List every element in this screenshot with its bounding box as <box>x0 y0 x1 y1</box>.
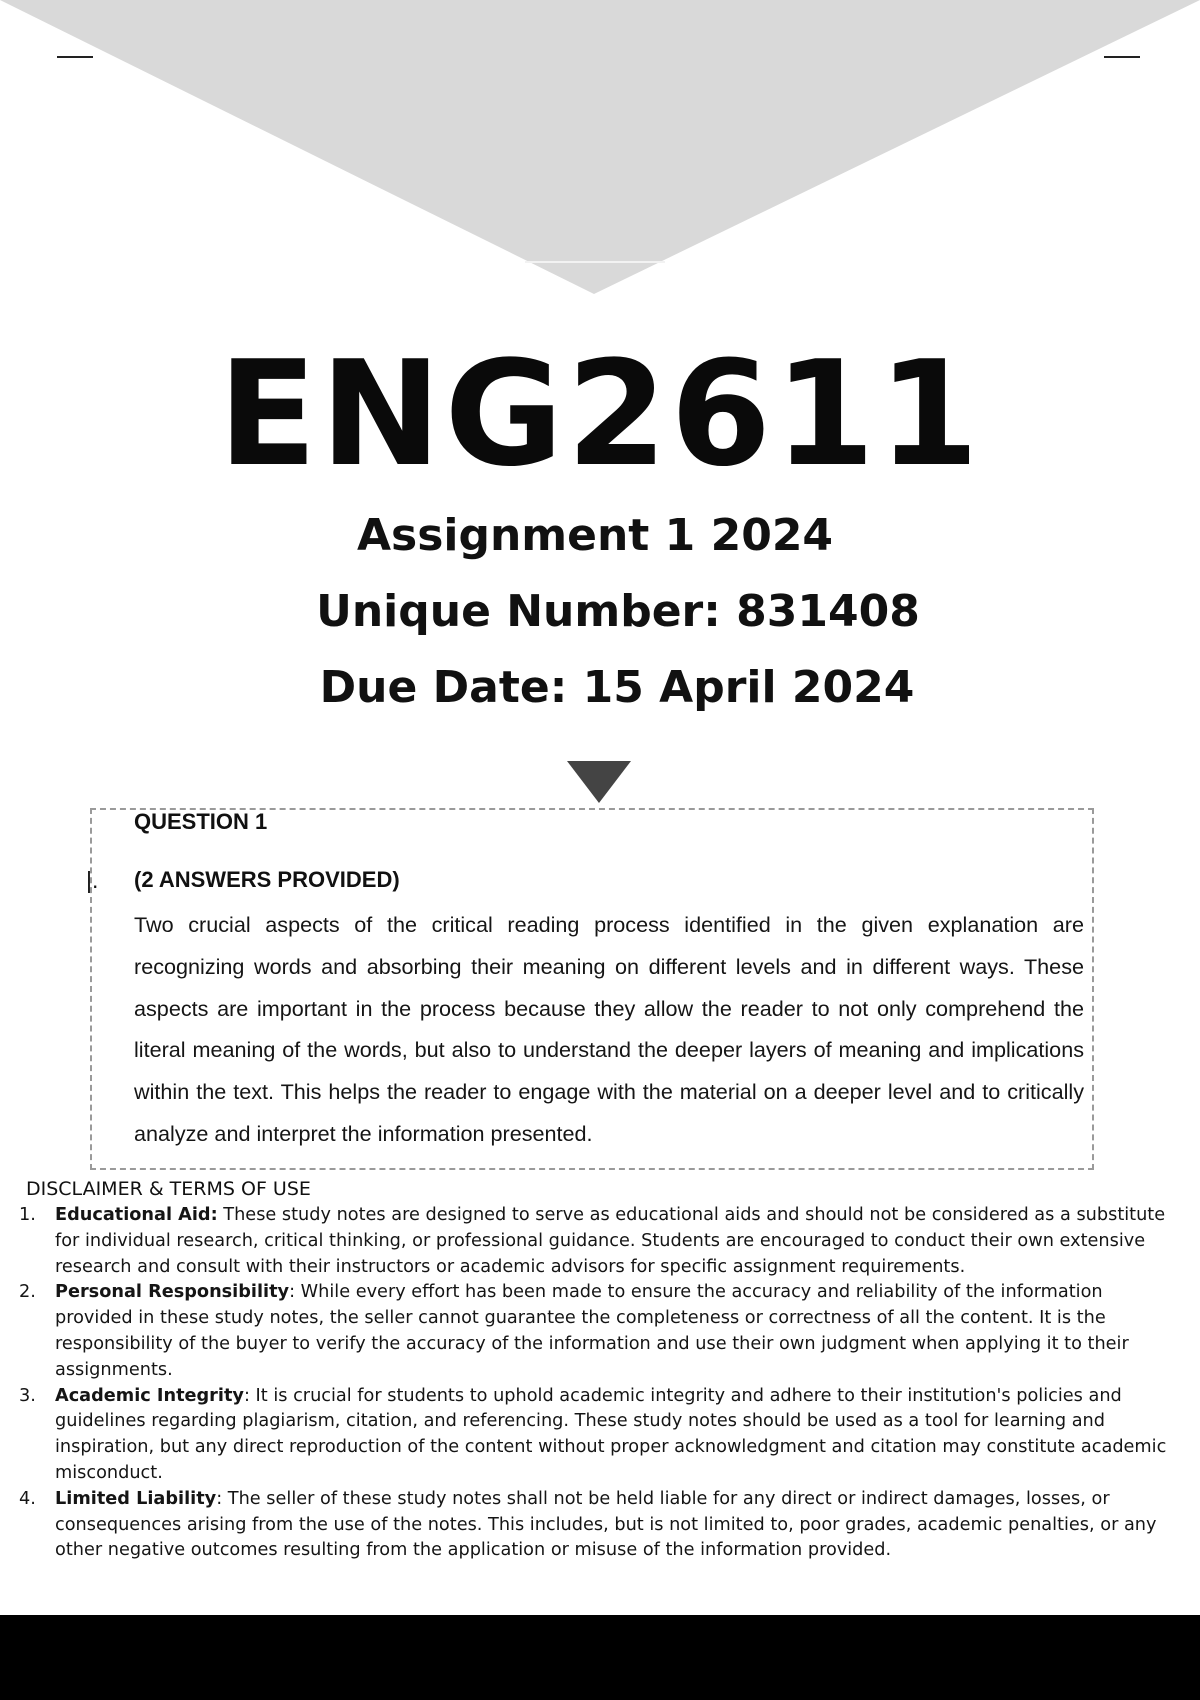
disclaimer-item-number: 3. <box>19 1385 36 1406</box>
disclaimer-item-number: 2. <box>19 1282 36 1303</box>
disclaimer-item-text: These study notes are designed to serve as educational aids and should not be considered as a substitute for individual research, critical thinking, or professional guidance. Students are encouraged to conduct their own extensive research and consult with their instructors or academic advisors for specific assignment requirements. <box>55 1205 1166 1277</box>
disclaimer-title: DISCLAIMER & TERMS OF USE <box>26 1178 311 1200</box>
disclaimer-item-text: : The seller of these study notes shall not be held liable for any direct or indirect damages, losses, or consequences arising from the use of the notes. This includes, but is not limited to, poor grades, academic penalties, or any other negative outcomes resulting from the application or misuse of the information provided. <box>55 1488 1157 1561</box>
disclaimer-item-number: 4. <box>19 1488 36 1509</box>
disclaimer-item-heading: Personal Responsibility <box>55 1282 290 1303</box>
disclaimer-item-limited-liability <box>19 1487 1185 1564</box>
disclaimer-item-heading: Educational Aid: <box>55 1205 218 1225</box>
disclaimer-item-heading: Academic Integrity <box>55 1385 244 1406</box>
footer-bar <box>0 1615 1200 1700</box>
disclaimer-item-educational-aid <box>19 1203 1185 1280</box>
question-item-number: |. <box>86 867 99 893</box>
answer-paragraph: Two crucial aspects of the critical reading process identified in the given explanation are recognizing words and absorbing their meaning on different levels and in different ways. These aspects are important in the process because they allow the reader to not only comprehend the literal meaning of the words, but also to understand the deeper layers of meaning and implications within the text. This helps the reader to engage with the material on a deeper level and to critically analyze and interpret the information presented. <box>134 912 1084 1146</box>
corner-mark-right <box>1104 56 1140 58</box>
header-banner <box>0 0 1200 300</box>
disclaimer-item-text: : While every effort has been made to ensure the accuracy and reliability of the information provided in these study notes, the seller cannot guarantee the completeness or correctness of all the content. It is the responsibility of the buyer to verify the accuracy of the information and use their own judgment when applying it to their assignments. <box>55 1282 1129 1380</box>
assignment-title: Assignment 1 2024 <box>356 510 834 561</box>
disclaimer-item-text: : It is crucial for students to uphold academic integrity and adhere to their institution's policies and guidelines regarding plagiarism, citation, and referencing. These study notes should be used as a tool for learning and inspiration, but any direct reproduction of the content without proper acknowledgment and citation may constitute academic misconduct. <box>55 1385 1167 1483</box>
banner-chevron <box>0 0 1200 294</box>
disclaimer-item-academic-integrity <box>19 1384 1185 1487</box>
down-triangle-icon <box>567 761 631 803</box>
unique-number: Unique Number: 831408 <box>316 586 920 637</box>
disclaimer-list <box>19 1203 1185 1564</box>
question-title: QUESTION 1 <box>134 809 268 834</box>
answers-provided-label: (2 ANSWERS PROVIDED) <box>134 867 400 892</box>
corner-mark-left <box>57 56 93 58</box>
disclaimer-item-personal-responsibility <box>19 1280 1185 1383</box>
disclaimer-item-heading: Limited Liability <box>55 1488 217 1509</box>
due-date: Due Date: 15 April 2024 <box>319 662 915 713</box>
disclaimer-item-number: 1. <box>19 1205 36 1225</box>
course-code: ENG2611 <box>218 330 982 499</box>
